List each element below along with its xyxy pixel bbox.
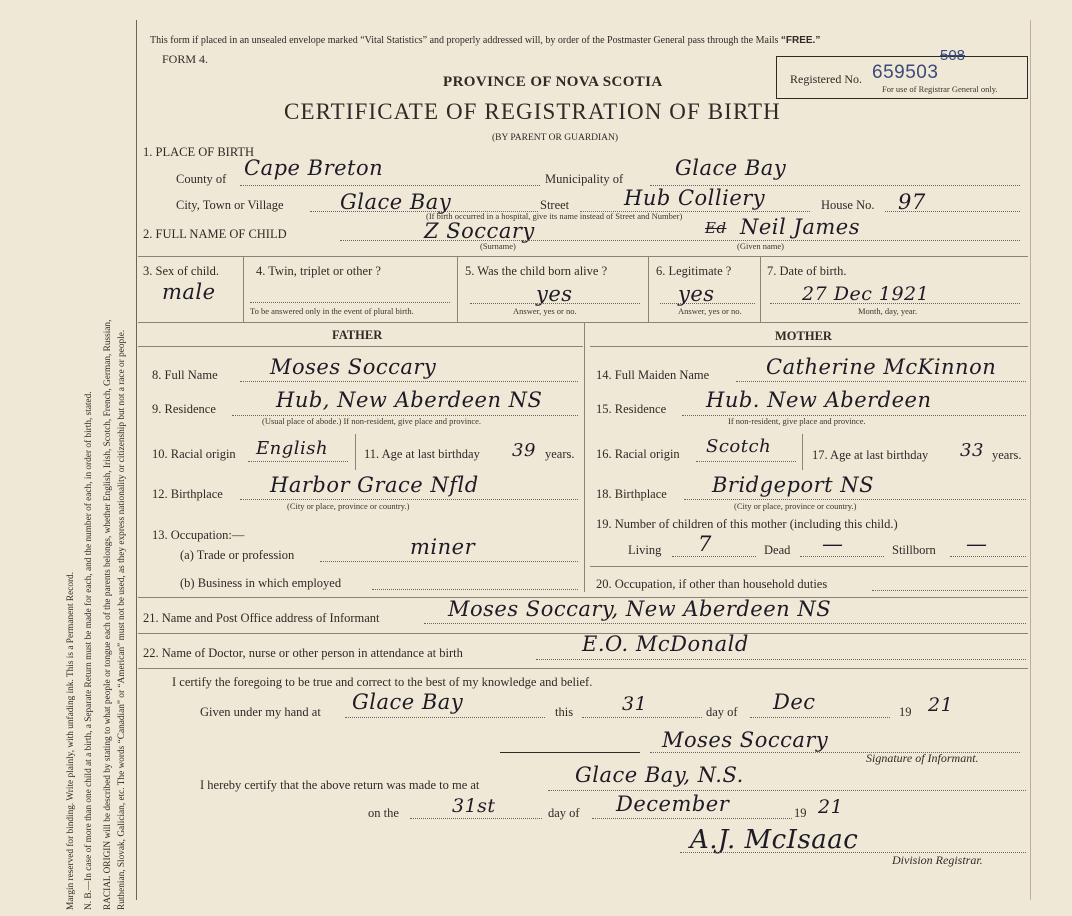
value-mother-racial: Scotch [706, 436, 772, 457]
registered-at-line [548, 790, 1026, 791]
label-full-name-child: 2. FULL NAME OF CHILD [143, 227, 287, 241]
value-informant-signature: Moses Soccary [662, 728, 829, 752]
page-subtitle: (BY PARENT OR GUARDIAN) [492, 133, 619, 143]
value-registered-at: Glace Bay, N.S. [575, 763, 744, 787]
value-county: Cape Breton [244, 156, 384, 180]
value-father-full-name: Moses Soccary [270, 355, 437, 379]
label-signature-informant: Signature of Informant. [866, 751, 979, 765]
legitimate-note: Answer, yes or no. [678, 306, 742, 316]
value-house-no: 97 [898, 190, 926, 214]
value-father-residence: Hub, New Aberdeen NS [276, 388, 543, 412]
alive-line [470, 303, 640, 304]
given-name-caption: (Given name) [737, 241, 784, 251]
father-residence-caption: (Usual place of abode.) If non-resident, give place and province. [262, 416, 482, 426]
date-note: Month, day, year. [858, 306, 918, 316]
label-sex: 3. Sex of child. [143, 264, 220, 278]
form-number: FORM 4. [162, 52, 209, 66]
value-given-year: 21 [928, 694, 954, 716]
label-street: Street [540, 198, 570, 212]
label-informant: 21. Name and Post Office address of Informant [143, 611, 380, 625]
stillborn-line [950, 556, 1026, 557]
value-given-day: 31 [622, 693, 648, 715]
registered-number-struck: 508 [940, 47, 966, 64]
doctor-line [536, 659, 1026, 660]
father-name-line [240, 381, 578, 382]
value-stillborn: — [966, 532, 988, 556]
label-house-no: House No. [821, 198, 875, 212]
rule [138, 668, 1028, 669]
value-street: Hub Colliery [624, 186, 766, 210]
value-sex: male [162, 280, 216, 304]
label-day-of: day of [706, 705, 738, 719]
given-month-line [750, 717, 890, 718]
mother-birthplace-caption: (City or place, province or country.) [734, 501, 857, 511]
value-given-at: Glace Bay [352, 690, 464, 714]
label-municipality: Municipality of [545, 172, 624, 186]
rule [590, 346, 1028, 347]
given-at-line [345, 717, 545, 718]
label-business: (b) Business in which employed [180, 576, 342, 590]
signature-rule [500, 752, 640, 753]
business-line [372, 589, 578, 590]
mother-birthplace-line [684, 499, 1026, 500]
value-mother-full-name: Catherine McKinnon [766, 355, 997, 379]
mother-heading: MOTHER [775, 329, 832, 343]
label-city: City, Town or Village [176, 198, 284, 212]
margin-note-canadian: Ruthenian, Slovak, Galician, etc. The words “Canadian” or “American” must not be used, as they express nationality or citizenship but not a race or people. [117, 329, 127, 910]
rule [355, 434, 356, 470]
father-birthplace-line [240, 499, 578, 500]
label-mother-birthplace: 18. Birthplace [596, 487, 667, 501]
registered-label: Registered No. [790, 72, 862, 86]
label-father-residence: 9. Residence [152, 402, 216, 416]
value-doctor: E.O. McDonald [582, 632, 749, 656]
value-date-of-birth: 27 Dec 1921 [802, 283, 930, 305]
value-municipality: Glace Bay [675, 156, 787, 180]
trade-line [320, 561, 578, 562]
value-mother-age: 33 [960, 440, 984, 461]
margin-note-separate-return: N. B.—In case of more than one child at a birth, a Separate Return must be made for each, and the number of each, in order of birth, stated. [84, 391, 94, 910]
margin-rule [136, 20, 137, 900]
value-reg-month: December [616, 792, 730, 816]
label-doctor: 22. Name of Doctor, nurse or other person in attendance at birth [143, 646, 463, 660]
legitimate-line [660, 303, 755, 304]
label-dead: Dead [764, 543, 791, 557]
value-reg-year: 21 [818, 796, 844, 818]
rule [760, 256, 761, 322]
label-father-racial: 10. Racial origin [152, 447, 236, 461]
mother-name-line [736, 381, 1026, 382]
label-children-count: 19. Number of children of this mother (including this child.) [596, 517, 898, 531]
value-mother-residence: Hub. New Aberdeen [706, 388, 932, 412]
margin-note-racial-origin: RACIAL ORIGIN will be described by stating to what people or tongue each of the parents belongs, whether English, Irish, Scotch, French, German, Russian, [103, 319, 113, 910]
rule [138, 256, 1028, 257]
label-twin: 4. Twin, triplet or other ? [256, 264, 381, 278]
label-reg-year-prefix: 19 [794, 806, 807, 820]
registered-number: 659503 [872, 62, 939, 83]
child-name-line [340, 240, 1020, 241]
hospital-note: (If birth occurred in a hospital, give its name instead of Street and Number) [426, 211, 683, 221]
center-divider [584, 322, 585, 592]
label-mother-residence: 15. Residence [596, 402, 667, 416]
twin-note: To be answered only in the event of plural birth. [250, 306, 414, 316]
value-father-birthplace: Harbor Grace Nfld [270, 473, 479, 497]
mother-racial-line [696, 461, 796, 462]
label-living: Living [628, 543, 662, 557]
rule [802, 434, 803, 470]
surname-caption: (Surname) [480, 241, 516, 251]
label-trade: (a) Trade or profession [180, 548, 295, 562]
value-given-month: Dec [773, 690, 816, 714]
value-father-racial: English [256, 438, 329, 459]
label-alive: 5. Was the child born alive ? [465, 264, 608, 278]
rule [138, 322, 1028, 323]
label-mother-age: 17. Age at last birthday [812, 448, 929, 462]
label-father-birthplace: 12. Birthplace [152, 487, 223, 501]
label-mother-full-name: 14. Full Maiden Name [596, 368, 710, 382]
value-mother-birthplace: Bridgeport NS [712, 473, 875, 497]
value-reg-day: 31st [452, 795, 496, 817]
label-given-under: Given under my hand at [200, 705, 321, 719]
value-alive: yes [536, 282, 573, 306]
county-line [240, 185, 540, 186]
value-city: Glace Bay [340, 190, 452, 214]
value-living: 7 [698, 532, 712, 556]
rule [648, 256, 649, 322]
value-given-name: Neil James [740, 215, 860, 239]
informant-line [424, 623, 1026, 624]
free-mark: “FREE.” [780, 35, 821, 46]
given-day-line [582, 717, 702, 718]
header-notice: This form if placed in an unsealed envelope marked “Vital Statistics” and properly addressed will, by order of the Postmaster General pass through the Mails “FREE.” [150, 35, 821, 46]
label-father-years: years. [545, 447, 575, 461]
twin-line [250, 302, 450, 303]
label-hereby: I hereby certify that the above return was made to me at [200, 778, 480, 792]
margin-note-binding: Margin reserved for binding. Write plainly, with unfading ink. This is a Permanent Record. [66, 571, 76, 910]
label-on-the: on the [368, 806, 399, 820]
rule [457, 256, 458, 322]
value-registrar-signature: A.J. McIsaac [690, 825, 859, 855]
value-father-age: 39 [512, 440, 536, 461]
reg-month-line [592, 818, 792, 819]
label-this: this [555, 705, 574, 719]
value-dead: — [822, 532, 844, 556]
label-mother-years: years. [992, 448, 1022, 462]
father-birthplace-caption: (City or place, province or country.) [287, 501, 410, 511]
rule [138, 346, 583, 347]
house-line [885, 211, 1020, 212]
rule [590, 566, 1028, 567]
label-mother-occupation: 20. Occupation, if other than household duties [596, 577, 828, 591]
page-title: CERTIFICATE OF REGISTRATION OF BIRTH [284, 99, 781, 124]
value-informant: Moses Soccary, New Aberdeen NS [448, 597, 832, 621]
father-heading: FATHER [332, 328, 383, 342]
mother-residence-caption: If non-resident, give place and province. [728, 416, 866, 426]
reg-day-line [410, 818, 542, 819]
label-year-prefix: 19 [899, 705, 912, 719]
label-stillborn: Stillborn [892, 543, 936, 557]
living-line [672, 556, 756, 557]
father-racial-line [248, 461, 348, 462]
label-father-occupation: 13. Occupation:— [152, 528, 245, 542]
right-edge [1030, 20, 1031, 900]
certify-statement: I certify the foregoing to be true and correct to the best of my knowledge and belief. [172, 675, 593, 689]
label-division-registrar: Division Registrar. [892, 853, 983, 867]
alive-note: Answer, yes or no. [513, 306, 577, 316]
dob-line [770, 303, 1020, 304]
label-father-age: 11. Age at last birthday [364, 447, 480, 461]
label-date-of-birth: 7. Date of birth. [767, 264, 847, 278]
value-father-trade: miner [410, 535, 476, 559]
province-heading: PROVINCE OF NOVA SCOTIA [443, 74, 663, 90]
mother-occupation-line [872, 590, 1026, 591]
value-surname: Z Soccary [424, 219, 535, 243]
dead-line [800, 556, 884, 557]
label-mother-racial: 16. Racial origin [596, 447, 680, 461]
label-legitimate: 6. Legitimate ? [656, 264, 732, 278]
label-place-of-birth: 1. PLACE OF BIRTH [143, 145, 255, 159]
label-county: County of [176, 172, 227, 186]
label-father-full-name: 8. Full Name [152, 368, 218, 382]
rule [243, 256, 244, 322]
label-reg-day-of: day of [548, 806, 580, 820]
registered-note: For use of Registrar General only. [882, 84, 998, 94]
value-legitimate: yes [678, 282, 715, 306]
value-given-name-struck: Ed [705, 219, 727, 237]
